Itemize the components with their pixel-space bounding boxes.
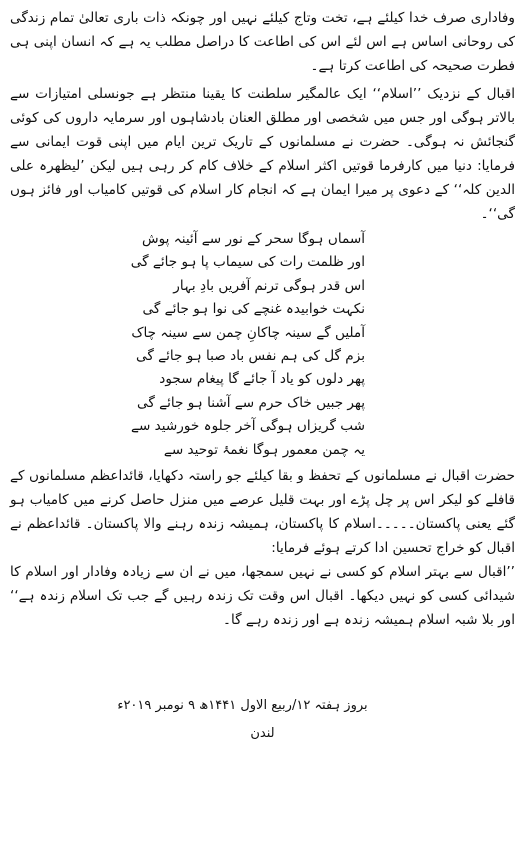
poem-line: یہ چمن معمور ہوگا نغمۂ توحید سے — [163, 441, 365, 458]
poem-line: نکہت خوابیدہ غنچے کی نوا ہو جائے گی — [142, 301, 365, 318]
iqbal-vision-paragraph: اقبال کے نزدیک ’’اسلام‘‘ ایک عالمگیر سلطنت کا یقینا منتظر ہے جونسلی امتیازات سے بالاتر ہوگی اور جس میں شخصی اور مطلق العنان بادشاہوں اور سرمایہ داروں کی کوئی گنجائش نہ ہوگی۔ حضرت نے مسلمانوں کے تاریک ترین ایام میں اپنی قوت ایمانی سے فرمایا: دنیا میں کارفرما قوتیں اکثر اسلام کے خلاف کام کر رہی ہیں لیکن ’لیظھرہ علی الدین کلہ‘‘ کے دعوی پر میرا ایمان ہے کہ انجام کار اسلام کی قوتیں کامیاب اور فائز ہوں گی‘‘۔ — [10, 86, 515, 222]
poem-line: اس قدر ہوگی ترنم آفریں بادِ بہار — [173, 277, 365, 294]
poem-line: اور ظلمت رات کی سیماب پا ہو جائے گی — [130, 254, 365, 271]
quaid-quote-paragraph: ’’اقبال سے بہتر اسلام کو کسی نے نہیں سمجھا، میں نے ان سے زیادہ وفادار اور اسلام کا شیدائی کسی کو نہیں دیکھا۔ اقبال اس وقت تک زندہ رہیں گے جب تک اسلام زندہ ہے‘‘ اور بلا شبہ اسلام ہمیشہ زندہ ہے اور زندہ رہے گا۔ — [10, 564, 515, 629]
pakistan-paragraph: حضرت اقبال نے مسلمانوں کے تحفظ و بقا کیلئے جو راستہ دکھایا، قائداعظم مسلمانوں کے قافلے کو لیکر اس پر چل پڑے اور بہت قلیل عرصے میں منزل حاصل کرنے میں کامیاب ہو گئے یعنی پاکستان۔۔۔۔۔اسلام کا پاکستان، ہمیشہ زندہ رہنے والا پاکستان۔ قائداعظم نے اقبال کو خراج تحسین ادا کرتے ہوئے فرمایا: — [10, 468, 515, 557]
poem — [10, 228, 515, 462]
poem-line: شب گریزاں ہوگی آخر جلوہ خورشید سے — [130, 418, 365, 435]
poem-line: آسماں ہوگا سحر کے نور سے آئینہ پوش — [142, 231, 365, 247]
poem-line: پھر دلوں کو یاد آ جائے گا پیغام سجود — [159, 371, 365, 388]
signature-block — [10, 692, 515, 748]
poem-line: بزم گل کی ہم نفس باد صبا ہو جائے گی — [135, 348, 365, 365]
place-name: لندن — [250, 726, 275, 742]
intro-paragraph: وفاداری صرف خدا کیلئے ہے، تخت وتاج کیلئے نہیں اور چونکہ ذات باری تعالیٰ تمام زندگی کی روحانی اساس ہے اس لئے اس کی اطاعت کا دراصل مطلب یہ ہے کہ انسان اپنی ہی فطرت صحیحہ کی اطاعت کرتا ہے۔ — [10, 10, 515, 74]
poem-line: آملیں گے سینہ چاکانِ چمن سے سینہ چاک — [131, 324, 365, 341]
dateline: بروز ہفتہ ۱۲/ربیع الاول ۱۴۴۱ھ ۹ نومبر ۲۰۱۹ء — [117, 698, 368, 714]
poem-line: پھر جبیں خاک حرم سے آشنا ہو جائے گی — [137, 394, 365, 411]
